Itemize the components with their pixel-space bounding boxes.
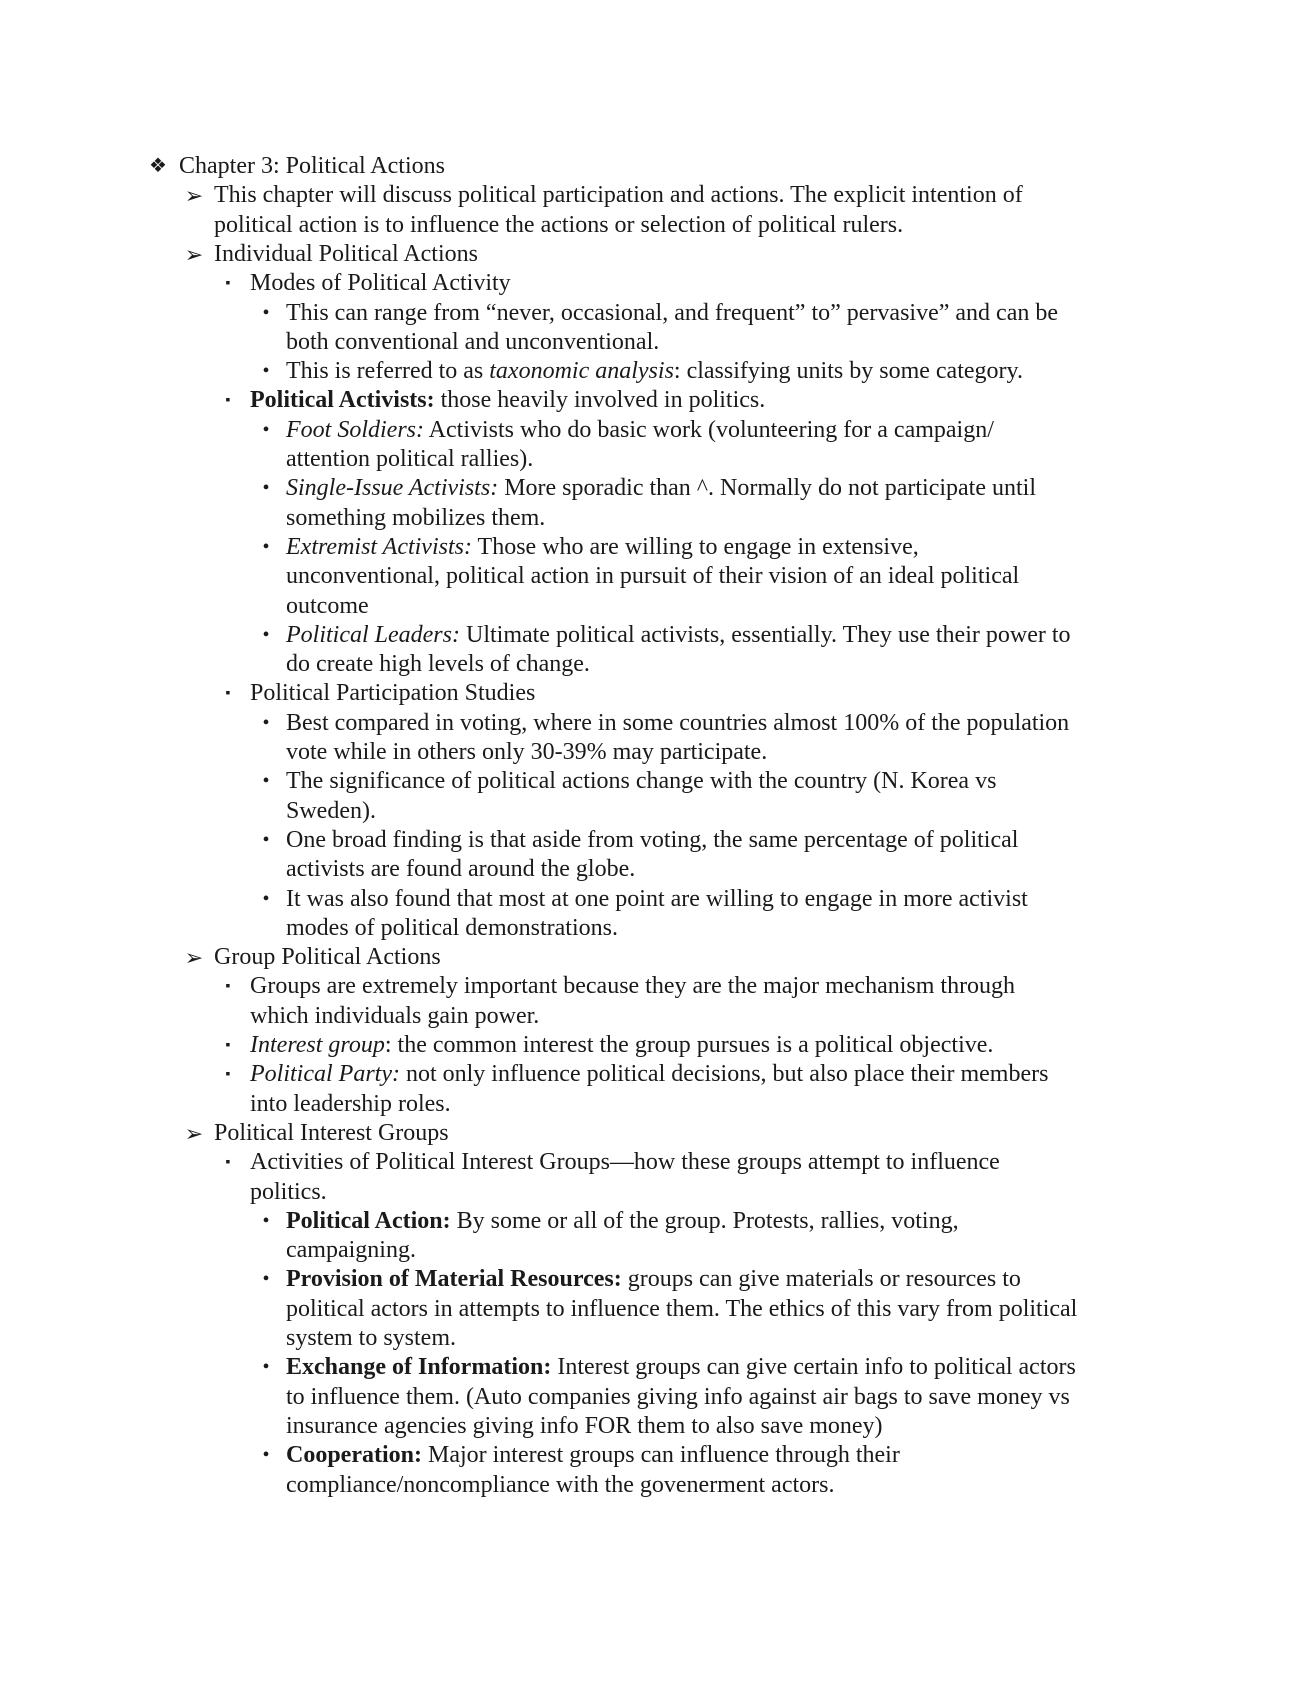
list-item bbox=[286, 357, 1023, 387]
dot-bullet-icon: • bbox=[262, 1209, 270, 1232]
item-text: those heavily involved in politics. bbox=[434, 387, 766, 414]
dot-bullet-icon: • bbox=[262, 623, 270, 646]
dot-bullet-icon: • bbox=[262, 1268, 270, 1291]
item-text: unconventional, political action in pursuit of their vision of an ideal political bbox=[286, 563, 1020, 590]
item-text: This can range from “never, occasional, and frequent” to” pervasive” and can be bbox=[286, 299, 1058, 326]
arrow-bullet-icon: ➢ bbox=[184, 1120, 204, 1146]
list-item-continuation bbox=[286, 650, 590, 680]
list-item-continuation bbox=[286, 562, 1019, 592]
item-text: system to system. bbox=[286, 1325, 457, 1351]
list-item bbox=[286, 299, 1058, 329]
italic-term: Foot Soldiers: bbox=[286, 416, 424, 443]
dot-bullet-icon: • bbox=[262, 711, 270, 734]
item-text: activists are found around the globe. bbox=[286, 856, 636, 883]
list-item-continuation bbox=[250, 1178, 327, 1208]
item-text: insurance agencies giving info FOR them to also save money) bbox=[286, 1412, 883, 1439]
list-item bbox=[286, 1265, 1021, 1295]
bold-term: Political Action: bbox=[286, 1207, 451, 1234]
item-text: This chapter will discuss political participation and actions. The explicit intention of bbox=[214, 182, 1023, 209]
item-text: This is referred to as bbox=[286, 358, 490, 385]
list-item bbox=[214, 240, 478, 270]
item-text: do create high levels of change. bbox=[286, 651, 590, 678]
italic-term: taxonomic analysis bbox=[489, 358, 674, 385]
item-text: vote while in others only 30-39% may participate. bbox=[286, 739, 768, 765]
list-item bbox=[214, 181, 1023, 211]
list-item-continuation bbox=[286, 914, 618, 944]
item-text: Ultimate political activists, essentially. They use their power to bbox=[459, 621, 1071, 648]
italic-term: Extremist Activists: bbox=[286, 533, 472, 560]
list-item-continuation bbox=[286, 738, 767, 768]
item-text: More sporadic than ^. Normally do not participate until bbox=[498, 475, 1036, 502]
list-item bbox=[286, 474, 1036, 504]
dot-bullet-icon: • bbox=[262, 1444, 270, 1467]
list-item-continuation bbox=[286, 1471, 834, 1501]
list-item-continuation bbox=[286, 1236, 416, 1266]
italic-term: Political Party: bbox=[250, 1061, 400, 1088]
item-text: Activities of Political Interest Groups—how these groups attempt to influence bbox=[250, 1149, 1000, 1176]
dot-bullet-icon: • bbox=[262, 477, 270, 500]
dot-bullet-icon: • bbox=[262, 301, 270, 324]
item-text: Those who are willing to engage in extensive, bbox=[471, 533, 919, 560]
item-text: Best compared in voting, where in some countries almost 100% of the population bbox=[286, 709, 1070, 736]
item-text: It was also found that most at one point are willing to engage in more activist bbox=[286, 885, 1028, 912]
list-item bbox=[286, 1207, 959, 1237]
bold-term: Cooperation: bbox=[286, 1442, 422, 1469]
item-text: outcome bbox=[286, 592, 369, 619]
list-item bbox=[179, 152, 445, 182]
square-bullet-icon: ▪ bbox=[225, 1067, 231, 1083]
list-item bbox=[250, 269, 511, 299]
list-item-continuation bbox=[286, 1412, 883, 1442]
item-text: campaigning. bbox=[286, 1237, 416, 1264]
list-item bbox=[214, 943, 441, 973]
bold-term: Political Activists: bbox=[250, 387, 435, 414]
list-item bbox=[286, 416, 994, 446]
item-text: Individual Political Actions bbox=[214, 240, 478, 267]
list-item bbox=[286, 1441, 900, 1471]
list-item bbox=[286, 826, 1018, 856]
list-item bbox=[250, 1148, 1000, 1178]
arrow-bullet-icon: ➢ bbox=[184, 183, 204, 209]
list-item bbox=[286, 621, 1071, 651]
list-item-continuation bbox=[214, 211, 903, 241]
item-text: Group Political Actions bbox=[214, 944, 441, 971]
list-item-continuation bbox=[286, 445, 533, 475]
arrow-bullet-icon: ➢ bbox=[184, 945, 204, 971]
item-text: compliance/noncompliance with the govenerment actors. bbox=[286, 1471, 835, 1498]
list-item bbox=[286, 709, 1069, 739]
dot-bullet-icon: • bbox=[262, 1356, 270, 1379]
list-item bbox=[250, 1031, 993, 1061]
item-text: Chapter 3: Political Actions bbox=[179, 153, 445, 179]
list-item-continuation bbox=[250, 1002, 539, 1032]
square-bullet-icon: ▪ bbox=[225, 979, 231, 995]
item-text: political actors in attempts to influence them. The ethics of this vary from political bbox=[286, 1295, 1078, 1322]
item-text: Modes of Political Activity bbox=[250, 270, 511, 297]
item-text: which individuals gain power. bbox=[250, 1002, 540, 1029]
dot-bullet-icon: • bbox=[262, 418, 270, 441]
item-text: both conventional and unconventional. bbox=[286, 328, 660, 355]
list-item-continuation bbox=[286, 1383, 1070, 1413]
italic-term: Interest group bbox=[250, 1032, 385, 1058]
item-text: Activists who do basic work (volunteering for a campaign/ bbox=[424, 416, 994, 443]
list-item-continuation bbox=[250, 1090, 451, 1120]
list-item-continuation bbox=[286, 328, 659, 358]
dot-bullet-icon: • bbox=[262, 770, 270, 793]
item-text: modes of political demonstrations. bbox=[286, 914, 618, 941]
list-item bbox=[286, 533, 919, 563]
list-item-continuation bbox=[286, 797, 376, 827]
square-bullet-icon: ▪ bbox=[225, 276, 231, 292]
item-text: : the common interest the group pursues is a political objective. bbox=[384, 1032, 994, 1058]
list-item-continuation bbox=[286, 1324, 456, 1354]
list-item bbox=[250, 972, 1015, 1002]
item-text: Sweden). bbox=[286, 797, 376, 824]
list-item bbox=[286, 767, 996, 797]
dot-bullet-icon: • bbox=[262, 887, 270, 910]
item-text: The significance of political actions change with the country (N. Korea vs bbox=[286, 768, 997, 795]
dot-bullet-icon: • bbox=[262, 360, 270, 383]
item-text: Political Interest Groups bbox=[214, 1119, 449, 1146]
dot-bullet-icon: • bbox=[262, 535, 270, 558]
list-item bbox=[250, 386, 765, 416]
bold-term: Exchange of Information: bbox=[286, 1354, 552, 1381]
arrow-bullet-icon: ➢ bbox=[184, 241, 204, 267]
list-item bbox=[286, 885, 1028, 915]
list-item bbox=[250, 679, 535, 709]
item-text: Interest groups can give certain info to political actors bbox=[551, 1354, 1076, 1381]
diamond-bullet-icon: ❖ bbox=[149, 155, 167, 177]
list-item-continuation bbox=[286, 1295, 1077, 1325]
list-item-continuation bbox=[286, 855, 635, 885]
item-text: political action is to influence the actions or selection of political rulers. bbox=[214, 211, 904, 238]
square-bullet-icon: ▪ bbox=[225, 686, 231, 702]
list-item-continuation bbox=[286, 592, 369, 622]
item-text: something mobilizes them. bbox=[286, 504, 546, 531]
item-text: politics. bbox=[250, 1178, 327, 1205]
item-text: to influence them. (Auto companies giving info against air bags to save money vs bbox=[286, 1383, 1070, 1410]
item-text: into leadership roles. bbox=[250, 1090, 451, 1117]
item-text: attention political rallies). bbox=[286, 446, 534, 472]
bold-term: Provision of Material Resources: bbox=[286, 1266, 622, 1293]
list-item-continuation bbox=[286, 504, 545, 534]
item-text: By some or all of the group. Protests, rallies, voting, bbox=[450, 1207, 959, 1234]
italic-term: Political Leaders: bbox=[286, 621, 460, 648]
list-item bbox=[286, 1353, 1076, 1383]
dot-bullet-icon: • bbox=[262, 828, 270, 851]
item-text: : classifying units by some category. bbox=[673, 358, 1023, 385]
square-bullet-icon: ▪ bbox=[225, 1038, 231, 1053]
item-text: Major interest groups can influence through their bbox=[421, 1442, 900, 1469]
item-text: not only influence political decisions, but also place their members bbox=[399, 1061, 1049, 1088]
square-bullet-icon: ▪ bbox=[225, 393, 231, 409]
item-text: groups can give materials or resources to bbox=[621, 1266, 1021, 1293]
square-bullet-icon: ▪ bbox=[225, 1155, 231, 1171]
item-text: Groups are extremely important because they are the major mechanism through bbox=[250, 973, 1016, 1000]
list-item bbox=[214, 1119, 449, 1149]
list-item bbox=[250, 1060, 1048, 1090]
item-text: One broad finding is that aside from voting, the same percentage of political bbox=[286, 826, 1019, 853]
item-text: Political Participation Studies bbox=[250, 680, 536, 707]
italic-term: Single-Issue Activists: bbox=[286, 475, 499, 502]
